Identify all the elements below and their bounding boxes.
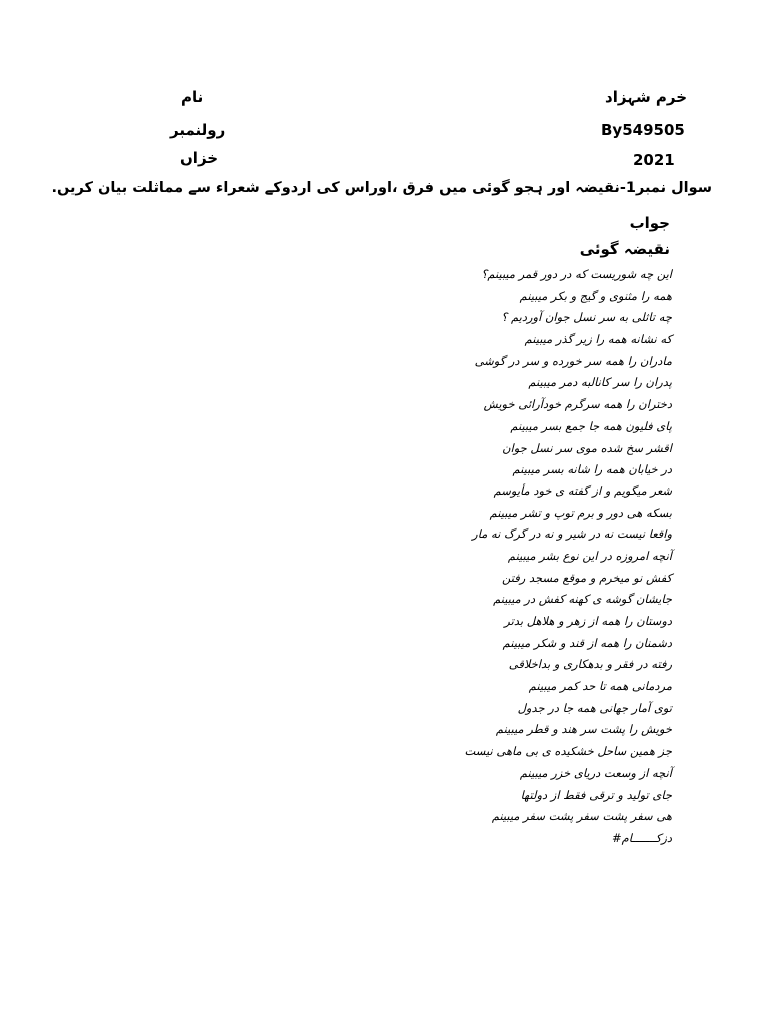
- poem-line: توی آمار جهانی همه جا در جدول: [517, 700, 672, 715]
- poem-line: خویش را پشت سر هند و قطر میبینم: [495, 722, 672, 737]
- poem-line: دختران را همه سرگرم خودآرائی خویش: [483, 397, 672, 412]
- poem-line: پدران را سر کانالبه دمر میبینم: [528, 375, 672, 390]
- poem: [352, 264, 672, 850]
- question-text: سوال نمبر1-نقیضہ اور ہجو گوئی میں فرق ،اوراس کی اردوکے شعراء سے مماثلت بیان کریں.: [51, 180, 712, 196]
- term-label: خزاں: [180, 149, 219, 167]
- poem-line: دزکـــــــام#: [612, 830, 672, 845]
- poem-line: واقعا نیست نه در شیر و نه در گرگ نه مار: [472, 527, 672, 542]
- poem-line: چه تاثلی به سر نسل جوان آوردیم ؟: [501, 310, 672, 325]
- poem-line: که نشانه همه را زیر گذر میبینم: [524, 332, 672, 347]
- poem-line: شعر میگویم و از گفته ی خود مأیوسم: [493, 483, 672, 498]
- student-name: خرم شہزاد: [605, 88, 688, 106]
- poem-line: جایشان گوشه ی کهنه کفش در میبینم: [493, 592, 672, 607]
- poem-line: رفته در فقر و بدهکاری و بداخلاقی: [508, 657, 672, 672]
- poem-line: بسکه هی دور و برم توپ و تشر میبینم: [489, 505, 672, 520]
- poem-line: کفش نو میخرم و موقع مسجد رفتن: [502, 570, 672, 585]
- section-title: نقیضہ گوئی: [579, 240, 670, 258]
- poem-line: جز همین ساحل خشکیده ی بی ماهی نیست: [464, 744, 672, 759]
- poem-line: دوستان را همه از زهر و هلاهل بدتر: [504, 614, 672, 628]
- poem-line: هی سفر پشت سفر پشت سفر میبینم: [491, 809, 672, 824]
- poem-line: آنچه از وسعت دریای خزر میبینم: [519, 765, 672, 780]
- poem-line: آنچه امروزه در این نوع بشر میبینم: [507, 548, 672, 563]
- poem-line: همه را مثنوی و گیج و بکر میبینم: [519, 288, 672, 303]
- poem-line: در خیابان همه را شانه بسر میبینم: [512, 462, 672, 477]
- roll-number: By549505: [601, 121, 685, 139]
- year: 2021: [633, 151, 675, 169]
- poem-line: جای تولید و ترقی فقط از دولتها: [520, 787, 672, 802]
- roll-number-label: رولنمبر: [170, 121, 226, 139]
- poem-line: مادران را همه سر خورده و سر در گوشی: [474, 353, 672, 368]
- name-label: نام: [181, 88, 204, 106]
- poem-line: مردمانی همه تا حد کمر میبینم: [528, 679, 672, 694]
- poem-line: این چه شوریست که در دور قمر میبینم؟: [481, 267, 672, 281]
- answer-label: جواب: [629, 214, 670, 232]
- poem-line: دشمنان را همه از قند و شکر میبینم: [502, 635, 672, 650]
- poem-line: اقشر سخ شده موی سر نسل جوان: [502, 440, 672, 455]
- poem-line: پای فلیون همه جا جمع بسر میبینم: [510, 418, 672, 433]
